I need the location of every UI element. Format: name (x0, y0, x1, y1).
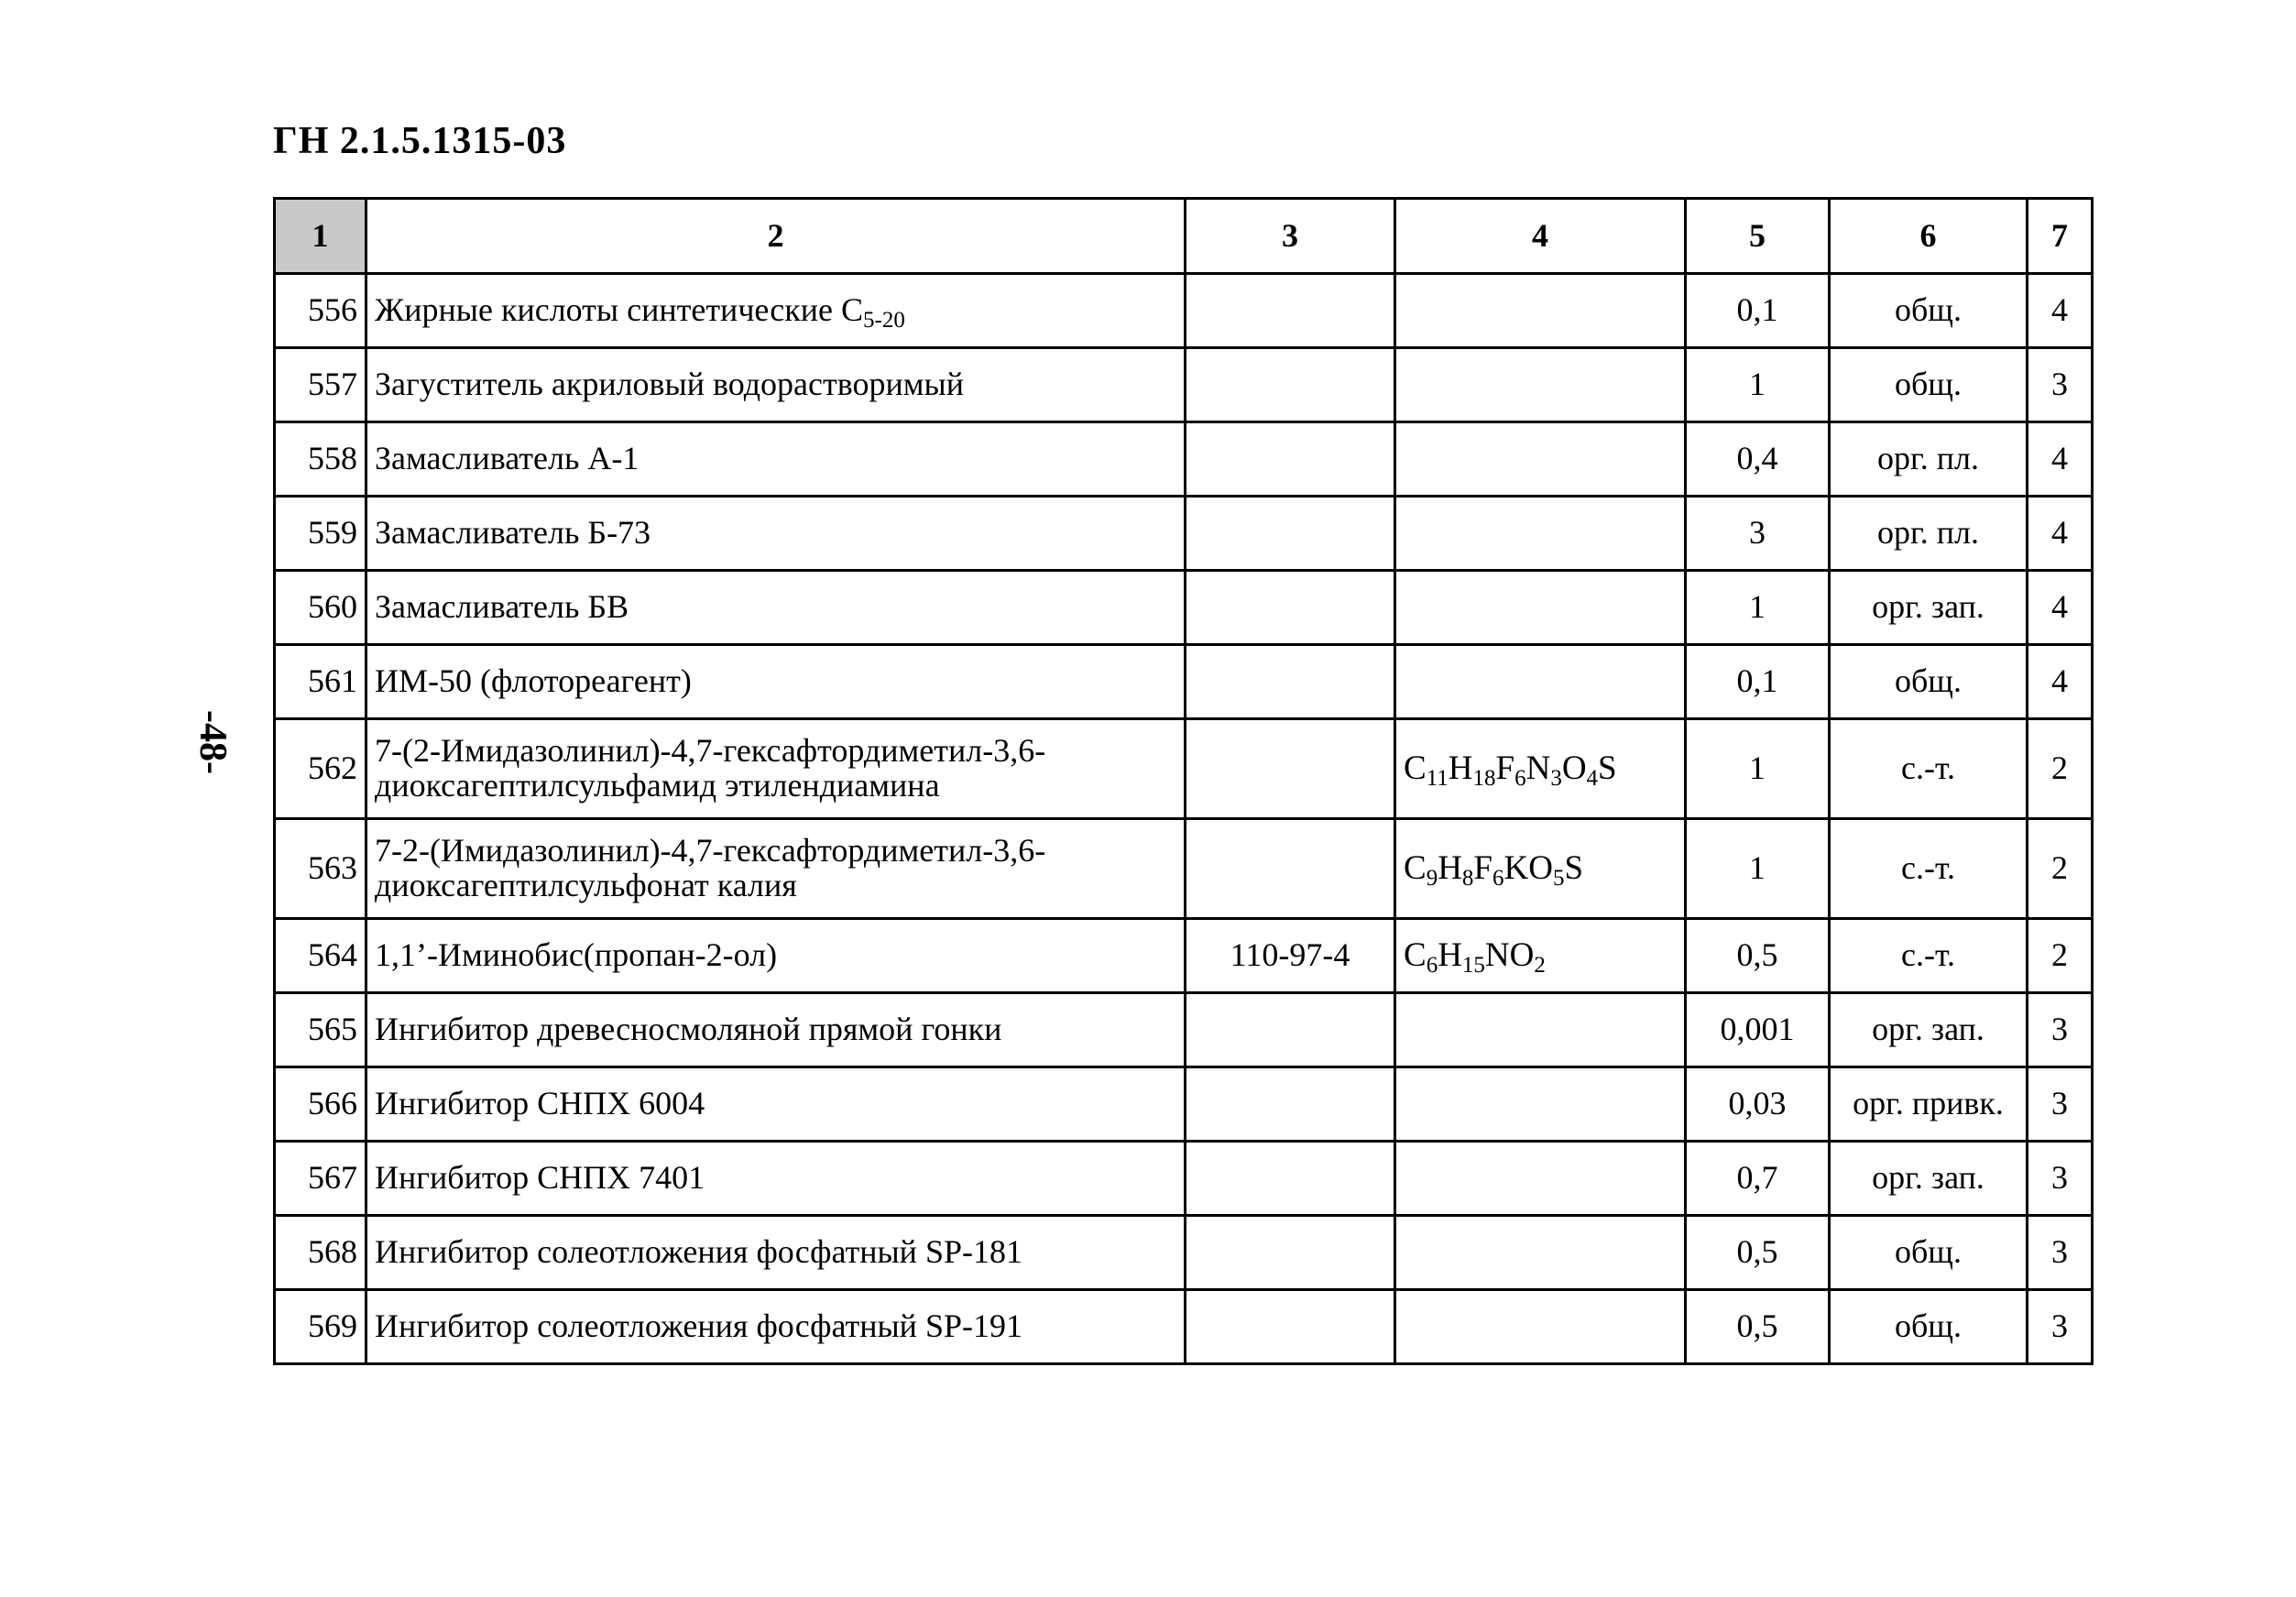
table-row (275, 1290, 2093, 1364)
formula-cell (1395, 719, 1686, 819)
formula-element: C (1404, 935, 1427, 974)
substance-name-cell (366, 274, 1186, 348)
substance-name: Замасливатель БВ (375, 588, 629, 626)
row-number-cell: 558 (275, 422, 366, 497)
harm-sign-cell: орг. привк. (1830, 1067, 2028, 1142)
formula-subscript: 6 (1426, 952, 1438, 978)
formula-subscript: 15 (1461, 952, 1485, 978)
table-row (275, 497, 2093, 571)
harm-sign-cell: орг. зап. (1830, 1142, 2028, 1216)
row-number-cell: 556 (275, 274, 366, 348)
harm-sign-cell: общ. (1830, 1216, 2028, 1290)
row-number-cell: 567 (275, 1142, 366, 1216)
formula-element: NO (1484, 935, 1535, 974)
row-number-cell: 566 (275, 1067, 366, 1142)
substance-name-cell (366, 719, 1186, 819)
formula-element: KO (1503, 848, 1553, 887)
formula-element: C (1404, 848, 1427, 887)
formula-cell (1395, 422, 1686, 497)
cas-number-cell (1186, 1142, 1395, 1216)
substance-name-cell (366, 1142, 1186, 1216)
formula-subscript: 2 (1534, 952, 1546, 978)
substance-name: ИМ-50 (флотореагент) (375, 662, 692, 700)
substance-name-cell (366, 1216, 1186, 1290)
limit-value-cell: 0,1 (1686, 645, 1830, 719)
harm-sign-cell: с.-т. (1830, 819, 2028, 919)
hazard-class-cell: 3 (2028, 1067, 2093, 1142)
substance-name-cell (366, 422, 1186, 497)
cas-number-cell (1186, 1067, 1395, 1142)
harm-sign-cell: общ. (1830, 645, 2028, 719)
table-row (275, 993, 2093, 1067)
formula-cell (1395, 819, 1686, 919)
substance-name: 7-(2-Имидазолинил)-4,7-гексафтордиметил-3,6-диоксагептилсульфамид этилендиамина (375, 732, 1046, 804)
formula-element: S (1564, 848, 1584, 887)
formula-element: H (1438, 935, 1462, 974)
formula-subscript: 18 (1472, 765, 1496, 791)
limit-value-cell: 0,5 (1686, 1216, 1830, 1290)
hazard-class-cell: 2 (2028, 919, 2093, 993)
formula-subscript: 6 (1492, 865, 1504, 891)
formula-element: N (1525, 749, 1551, 787)
limit-value-cell: 0,03 (1686, 1067, 1830, 1142)
table-row (275, 1142, 2093, 1216)
cas-number-cell (1186, 645, 1395, 719)
formula-cell (1395, 993, 1686, 1067)
hazard-class-cell: 3 (2028, 348, 2093, 422)
substance-name: Жирные кислоты синтетические C (375, 291, 864, 329)
substance-name-cell (366, 1067, 1186, 1142)
table-row (275, 422, 2093, 497)
substance-name-cell (366, 819, 1186, 919)
row-number-cell: 569 (275, 1290, 366, 1364)
document-code: ГН 2.1.5.1315-03 (273, 120, 567, 162)
table-row (275, 919, 2093, 993)
row-number-cell: 561 (275, 645, 366, 719)
substance-name: Ингибитор солеотложения фосфатный SP-191 (375, 1307, 1022, 1345)
cas-number-cell (1186, 274, 1395, 348)
header-col-3: 3 (1186, 199, 1395, 274)
limit-value-cell: 0,4 (1686, 422, 1830, 497)
table-row (275, 645, 2093, 719)
formula-cell (1395, 497, 1686, 571)
formula-subscript: 11 (1426, 765, 1449, 791)
harm-sign-cell: общ. (1830, 274, 2028, 348)
substance-name-cell (366, 1290, 1186, 1364)
limit-value-cell: 0,5 (1686, 919, 1830, 993)
cas-number-cell (1186, 819, 1395, 919)
harm-sign-cell: общ. (1830, 348, 2028, 422)
page-number: -48- (191, 710, 234, 774)
row-number-cell: 563 (275, 819, 366, 919)
formula-cell (1395, 1067, 1686, 1142)
formula-cell (1395, 1216, 1686, 1290)
harm-sign-cell: орг. пл. (1830, 422, 2028, 497)
cas-number-cell (1186, 1216, 1395, 1290)
header-col-6: 6 (1830, 199, 2028, 274)
cas-number-cell (1186, 497, 1395, 571)
row-number-cell: 564 (275, 919, 366, 993)
harm-sign-cell: орг. пл. (1830, 497, 2028, 571)
formula-cell (1395, 571, 1686, 645)
harm-sign-cell: орг. зап. (1830, 571, 2028, 645)
limit-value-cell: 3 (1686, 497, 1830, 571)
substance-name: Ингибитор СНПХ 7401 (375, 1159, 705, 1197)
table-row (275, 819, 2093, 919)
cas-number-cell (1186, 571, 1395, 645)
substance-name: Загуститель акриловый водорастворимый (375, 366, 964, 403)
hazard-class-cell: 3 (2028, 1142, 2093, 1216)
cas-number-cell (1186, 348, 1395, 422)
row-number-cell: 557 (275, 348, 366, 422)
formula-cell (1395, 274, 1686, 348)
substance-name: 7-2-(Имидазолинил)-4,7-гексафтордиметил-3,6-диоксагептилсульфонат калия (375, 832, 1046, 903)
limit-value-cell: 0,5 (1686, 1290, 1830, 1364)
header-col-7: 7 (2028, 199, 2093, 274)
hazard-class-cell: 4 (2028, 497, 2093, 571)
formula-subscript: 6 (1514, 765, 1526, 791)
hazard-class-cell: 3 (2028, 993, 2093, 1067)
substance-name: Ингибитор солеотложения фосфатный SP-181 (375, 1233, 1022, 1271)
substance-name-cell (366, 348, 1186, 422)
row-number-cell: 562 (275, 719, 366, 819)
cas-number-cell (1186, 719, 1395, 819)
formula-cell (1395, 1290, 1686, 1364)
hazard-class-cell: 3 (2028, 1216, 2093, 1290)
row-number-cell: 559 (275, 497, 366, 571)
formula-cell (1395, 645, 1686, 719)
table-row (275, 348, 2093, 422)
substances-table (273, 197, 2094, 1365)
cas-number-cell: 110-97-4 (1186, 919, 1395, 993)
row-number-cell: 568 (275, 1216, 366, 1290)
formula-subscript: 8 (1461, 865, 1474, 891)
substance-name-cell (366, 919, 1186, 993)
header-col-5: 5 (1686, 199, 1830, 274)
table-row (275, 719, 2093, 819)
hazard-class-cell: 2 (2028, 719, 2093, 819)
cas-number-cell (1186, 993, 1395, 1067)
limit-value-cell: 1 (1686, 571, 1830, 645)
table-row (275, 1216, 2093, 1290)
substance-name: Замасливатель А-1 (375, 440, 640, 477)
limit-value-cell: 1 (1686, 348, 1830, 422)
table-header-row (275, 199, 2093, 274)
limit-value-cell: 1 (1686, 719, 1830, 819)
table-row (275, 1067, 2093, 1142)
cas-number-cell (1186, 1290, 1395, 1364)
formula-subscript: 9 (1426, 865, 1438, 891)
formula-element: F (1473, 848, 1492, 887)
hazard-class-cell: 4 (2028, 422, 2093, 497)
formula-element: O (1561, 749, 1587, 787)
formula-cell (1395, 919, 1686, 993)
limit-value-cell: 0,7 (1686, 1142, 1830, 1216)
harm-sign-cell: с.-т. (1830, 919, 2028, 993)
limit-value-cell: 1 (1686, 819, 1830, 919)
limit-value-cell: 0,1 (1686, 274, 1830, 348)
formula-element: H (1438, 848, 1462, 887)
hazard-class-cell: 2 (2028, 819, 2093, 919)
substance-name-cell (366, 571, 1186, 645)
formula-element: S (1598, 749, 1617, 787)
table-row (275, 274, 2093, 348)
formula-subscript: 5 (1552, 865, 1565, 891)
header-col-4: 4 (1395, 199, 1686, 274)
hazard-class-cell: 4 (2028, 571, 2093, 645)
substance-name: Ингибитор древесносмоляной прямой гонки (375, 1011, 1002, 1048)
formula-subscript: 4 (1586, 765, 1599, 791)
hazard-class-cell: 3 (2028, 1290, 2093, 1364)
row-number-cell: 560 (275, 571, 366, 645)
hazard-class-cell: 4 (2028, 645, 2093, 719)
formula-subscript: 3 (1550, 765, 1562, 791)
harm-sign-cell: с.-т. (1830, 719, 2028, 819)
formula-element: H (1448, 749, 1473, 787)
substance-name: Замасливатель Б-73 (375, 514, 651, 552)
harm-sign-cell: орг. зап. (1830, 993, 2028, 1067)
substance-name: Ингибитор СНПХ 6004 (375, 1085, 705, 1122)
formula-element: F (1495, 749, 1515, 787)
substance-name-subscript: 5-20 (863, 308, 905, 334)
header-col-1: 1 (275, 199, 366, 274)
harm-sign-cell: общ. (1830, 1290, 2028, 1364)
hazard-class-cell: 4 (2028, 274, 2093, 348)
substance-name-cell (366, 645, 1186, 719)
substance-name-cell (366, 497, 1186, 571)
formula-cell (1395, 348, 1686, 422)
cas-number-cell (1186, 422, 1395, 497)
limit-value-cell: 0,001 (1686, 993, 1830, 1067)
table-row (275, 571, 2093, 645)
substance-name-cell (366, 993, 1186, 1067)
substance-name: 1,1’-Иминобис(пропан-2-ол) (375, 936, 778, 974)
formula-cell (1395, 1142, 1686, 1216)
row-number-cell: 565 (275, 993, 366, 1067)
header-col-2: 2 (366, 199, 1186, 274)
formula-element: C (1404, 749, 1427, 787)
